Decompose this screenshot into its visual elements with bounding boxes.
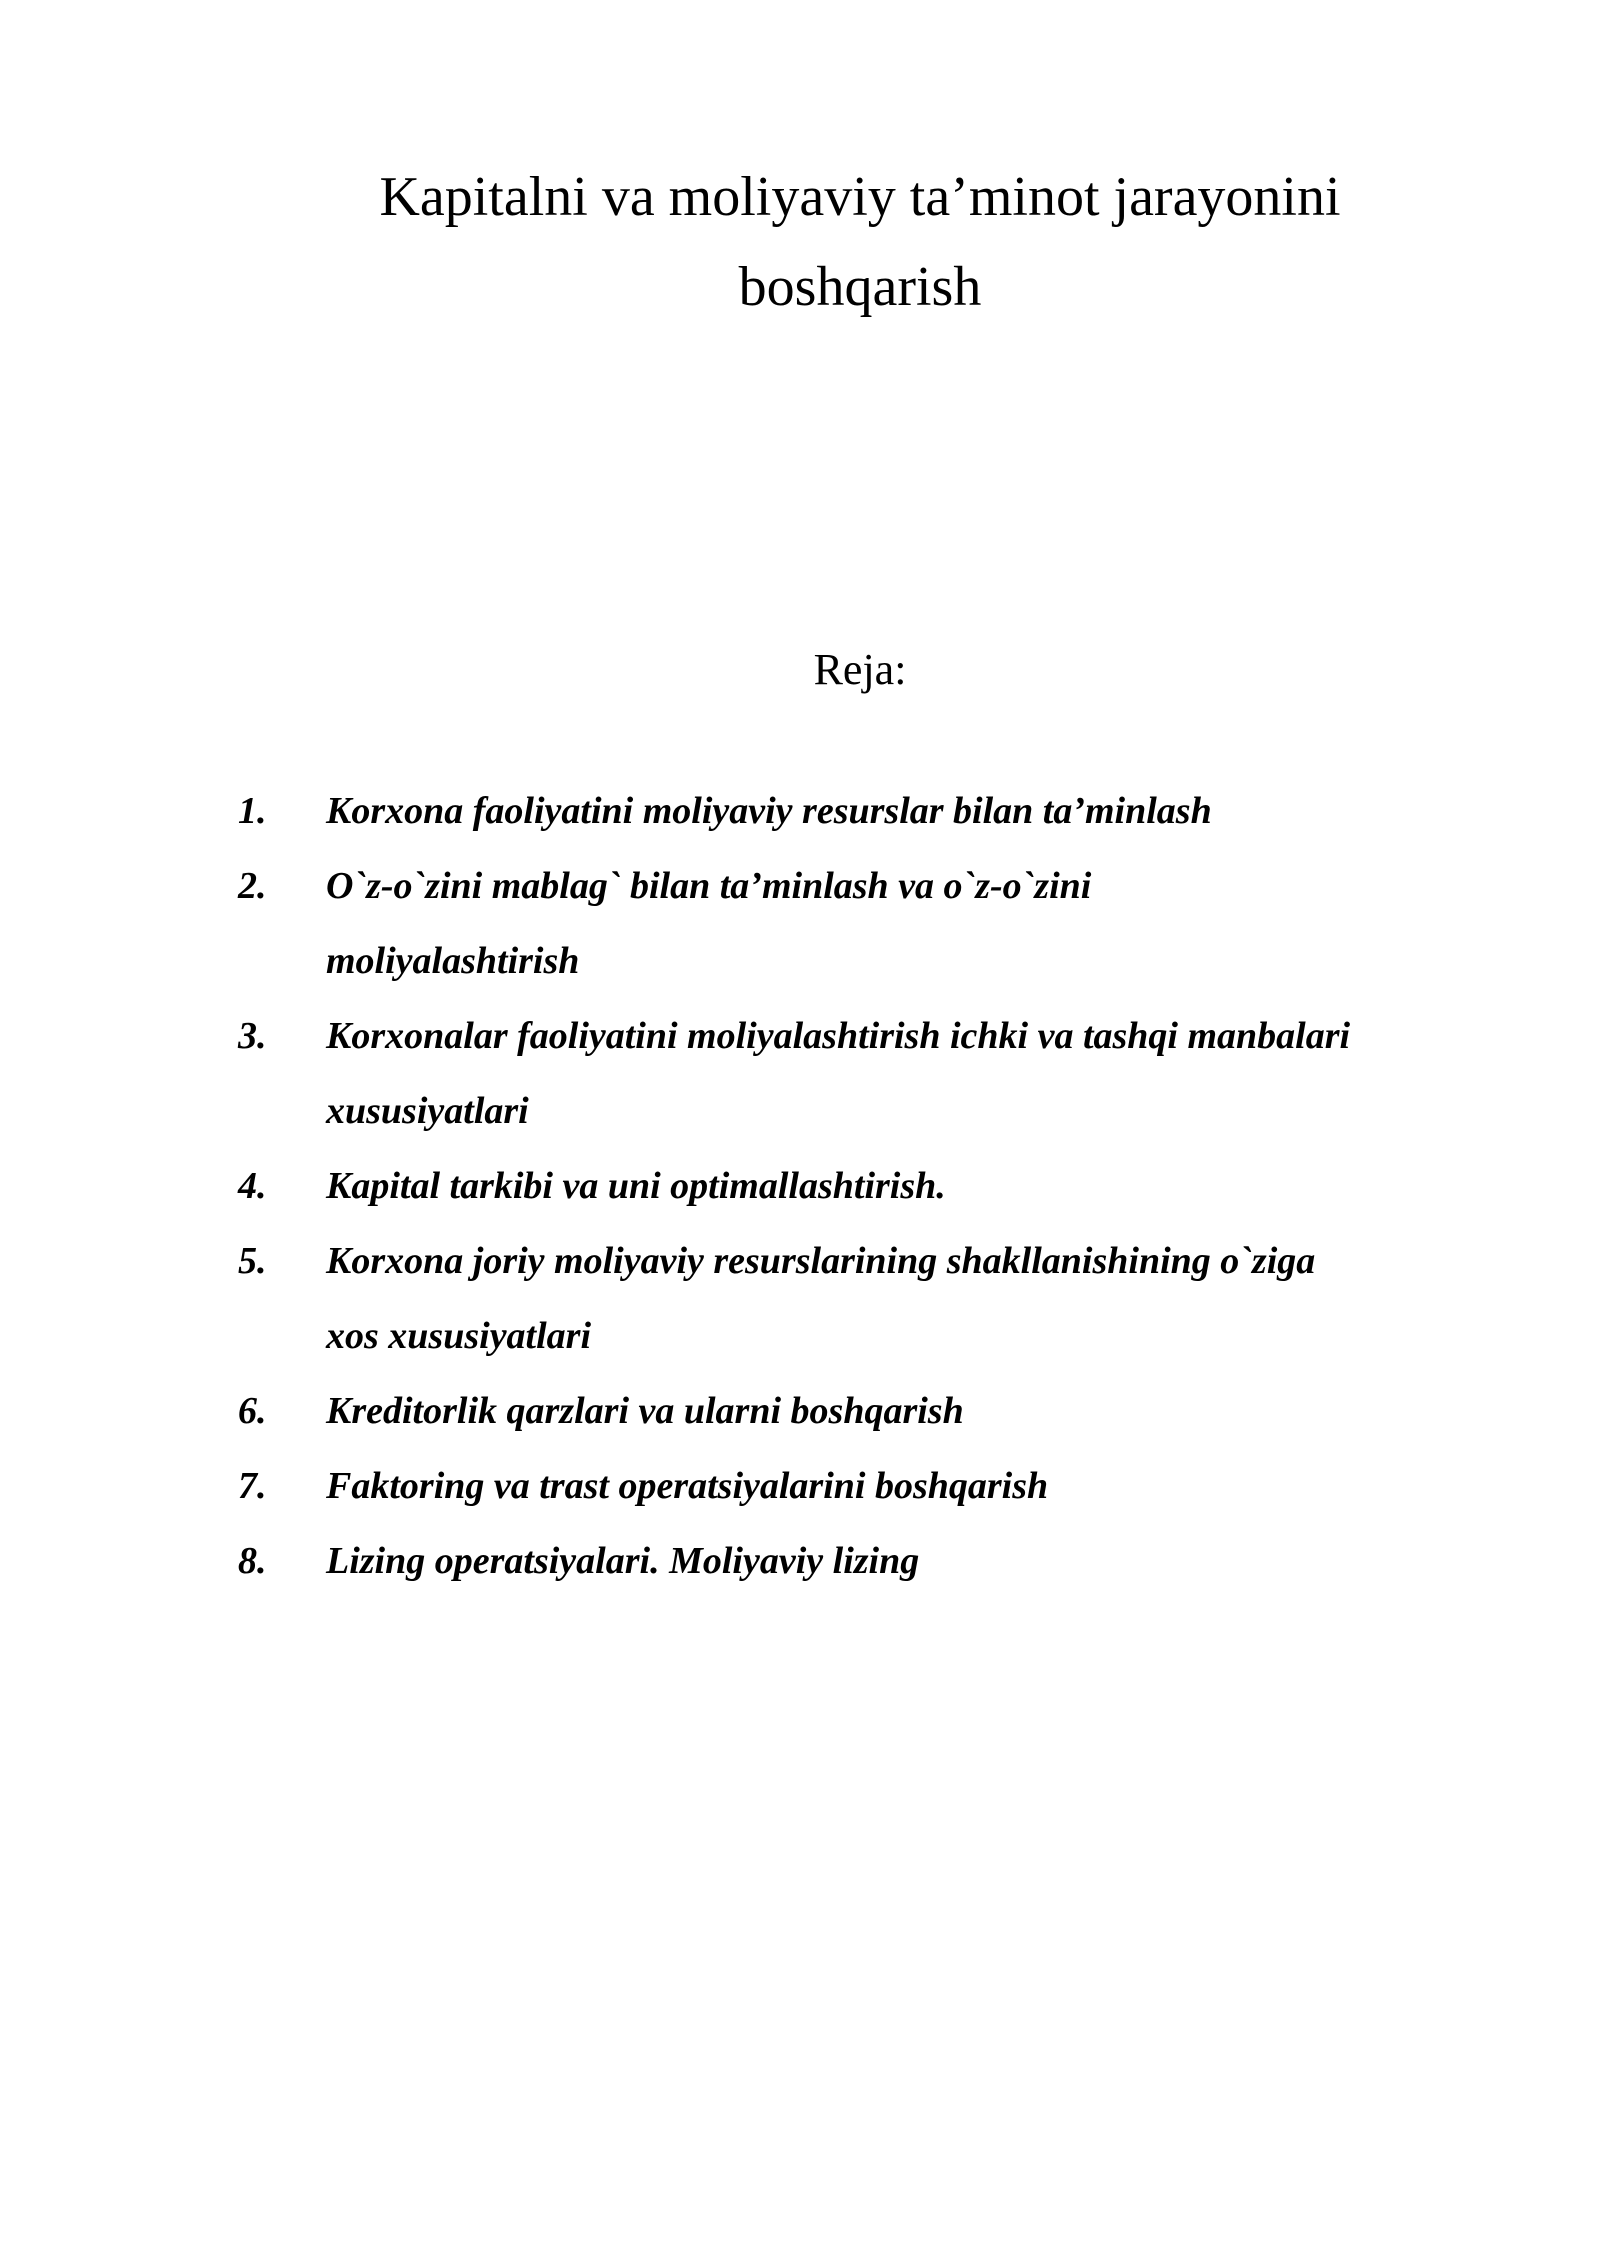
plan-item-text	[326, 849, 1526, 999]
plan-item-text	[326, 1524, 1526, 1599]
plan-item-text	[326, 1449, 1526, 1524]
plan-item-line: Faktoring va trast operatsiyalarini boshqarish	[326, 1465, 1049, 1507]
plan-item-text	[326, 1149, 1526, 1224]
title-line-2: boshqarish	[738, 256, 982, 318]
plan-item-line: Korxonalar faoliyatini moliyalashtirish ichki va tashqi manbalari	[326, 1015, 1351, 1057]
plan-item-line: Kapital tarkibi va uni optimallashtirish.	[326, 1165, 946, 1207]
plan-item-number: 7.	[238, 1465, 267, 1507]
plan-item-text	[326, 774, 1526, 849]
plan-item-text	[326, 1374, 1526, 1449]
plan-item-text	[326, 1224, 1526, 1374]
plan-item-number: 5.	[238, 1240, 267, 1282]
plan-item-number: 1.	[238, 790, 267, 832]
title-line-1: Kapitalni va moliyaviy ta’minot jarayonini	[379, 166, 1341, 228]
plan-item-line: xos xususiyatlari	[326, 1315, 592, 1357]
plan-item-line: moliyalashtirish	[326, 940, 580, 982]
plan-item-7	[238, 1449, 1538, 1524]
plan-item-line: Lizing operatsiyalari. Moliyaviy lizing	[326, 1540, 920, 1582]
document-title	[300, 152, 1420, 332]
plan-item-line: xususiyatlari	[326, 1090, 529, 1132]
plan-item-line: Kreditorlik qarzlari va ularni boshqarish	[326, 1390, 964, 1432]
plan-item-5	[238, 1224, 1538, 1374]
plan-item-number: 3.	[238, 1015, 267, 1057]
plan-item-number: 2.	[238, 865, 267, 907]
plan-item-line: Korxona joriy moliyaviy resurslarining shakllanishining o`ziga	[326, 1240, 1316, 1282]
plan-item-line: Korxona faoliyatini moliyaviy resurslar bilan ta’minlash	[326, 790, 1212, 832]
plan-item-1	[238, 774, 1538, 849]
plan-item-number: 4.	[238, 1165, 267, 1207]
plan-heading: Reja:	[813, 645, 907, 694]
plan-item-4	[238, 1149, 1538, 1224]
plan-item-text	[326, 999, 1526, 1149]
plan-item-8	[238, 1524, 1538, 1599]
plan-item-6	[238, 1374, 1538, 1449]
plan-item-2	[238, 849, 1538, 999]
plan-item-line: O`z-o`zini mablag` bilan ta’minlash va o`z-o`zini	[326, 865, 1092, 907]
plan-item-number: 8.	[238, 1540, 267, 1582]
plan-item-number: 6.	[238, 1390, 267, 1432]
plan-item-3	[238, 999, 1538, 1149]
plan-list	[238, 774, 1538, 1599]
